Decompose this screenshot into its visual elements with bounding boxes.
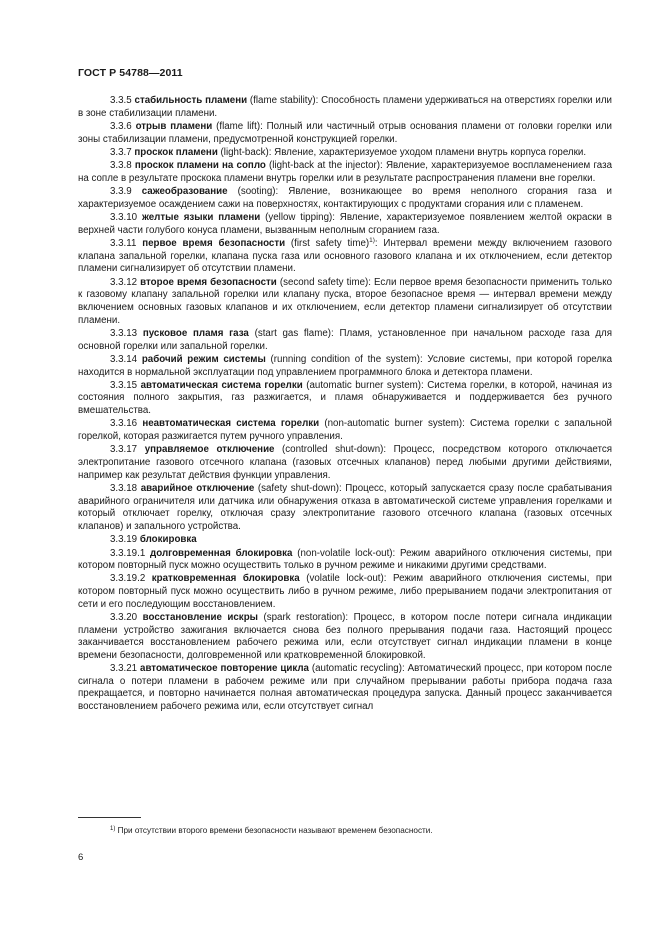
clause-number: 3.3.17	[110, 444, 138, 456]
defined-term: рабочий режим системы	[141, 353, 266, 365]
definition-paragraph	[78, 483, 612, 533]
definition-text: (flame lift): Полный или частичный отрыв основания пламени от головки горелки или зоны стабилизации пламени, предусмотренной конструкцией горелки.	[78, 120, 612, 145]
document-header: ГОСТ Р 54788—2011	[78, 67, 183, 79]
definition-text-cont: : Интервал времени между включением газового клапана запальной горелки, клапана пуска газа или основного газового клапана и их отключением, если детектор пламени сигнализирует об отсутствии пламени.	[78, 238, 612, 275]
clause-number: 3.3.9	[110, 186, 132, 198]
definition-paragraph	[78, 95, 612, 120]
clause-number: 3.3.7	[110, 146, 132, 158]
defined-term: автоматическое повторение цикла	[140, 663, 309, 675]
definition-text: (light-back): Явление, характеризуемое уходом пламени внутрь корпуса горелки.	[217, 146, 587, 158]
footnote	[110, 825, 433, 836]
definition-paragraph	[78, 160, 612, 185]
defined-term: стабильность пламени	[134, 95, 248, 106]
definition-paragraph	[78, 354, 612, 379]
definition-paragraph	[78, 277, 612, 327]
definition-paragraph	[78, 548, 612, 573]
defined-term: проскок пламени на сопло	[134, 160, 266, 172]
definition-paragraph	[78, 444, 612, 482]
footnote-text: При отсутствии второго времени безопасности называют временем безопасности.	[115, 826, 433, 835]
clause-number: 3.3.18	[110, 482, 138, 494]
definition-text: (sooting): Явление, возникающее во время неполного сгорания газа и характеризуемое осаждением сажи на поверхностях, контактирующих с продуктами сгорания или с пламенем.	[78, 186, 612, 210]
clause-number: 3.3.21	[110, 663, 138, 675]
clause-number: 3.3.11	[110, 238, 137, 250]
clause-number: 3.3.19.2	[110, 573, 146, 585]
definition-text: (volatile lock-out): Режим аварийного отключения системы, при котором повторный пуск можно осуществить либо в ручном режиме, либо прерыванием подачи электропитания от сети и его последующим восстановлением.	[78, 573, 612, 610]
clause-number: 3.3.19.1	[110, 547, 146, 559]
clause-number: 3.3.5	[110, 95, 132, 106]
definition-text: (controlled shut-down): Процесс, посредством которого отключается электропитание газового отсечного клапана (газовых отсечных клапанов) перед любыми другими действиями, например как результат действия функции управления.	[78, 444, 612, 481]
defined-term: второе время безопасности	[140, 276, 277, 288]
definition-paragraph	[78, 573, 612, 611]
definition-paragraph	[78, 212, 612, 237]
page-number: 6	[78, 852, 84, 863]
defined-term: управляемое отключение	[144, 444, 275, 456]
clause-number: 3.3.12	[110, 276, 138, 288]
definition-text: (light-back at the injector): Явление, характеризуемое воспламенением газа на сопле в результате проскока пламени внутрь горелки или в результате распространения пламени вне горелки.	[78, 160, 612, 184]
definition-text: (non-volatile lock-out): Режим аварийного отключения системы, при котором повторный пуск можно осуществить только в ручном режиме и никакими другими средствами.	[78, 547, 612, 572]
definition-text: (yellow tipping): Явление, характеризуемое появлением желтой окраски в верхней части голубого конуса пламени, вызванным неполным сгоранием газа.	[78, 212, 612, 236]
definition-paragraph	[78, 147, 612, 160]
defined-term: автоматическая система горелки	[140, 379, 303, 391]
defined-term: сажеобразование	[141, 186, 228, 198]
defined-term: первое время безопасности	[142, 238, 286, 250]
document-body	[78, 95, 612, 714]
footnote-marker: 1)	[110, 826, 116, 832]
definition-paragraph	[78, 663, 612, 713]
definition-text: (automatic burner system): Система горелки, в которой, начиная из состояния полного закрытия, газ разжигается, и пламя обнаруживается и поддерживается без ручного вмешательства.	[78, 379, 612, 417]
definition-paragraph	[78, 238, 612, 276]
definition-paragraph	[78, 328, 612, 353]
definition-paragraph	[78, 612, 612, 662]
defined-term: блокировка	[139, 534, 197, 546]
defined-term: кратковременная блокировка	[151, 573, 300, 585]
defined-term: пусковое пламя газа	[142, 327, 249, 339]
definition-text: (second safety time): Если первое время безопасности применить только к газовому клапану запальной горелки или клапану пуска, второе безопасное время — интервал времени между включением основных газовых клапанов и их отключением, если детектор пламени сигнализирует об отсутствии пламени.	[78, 276, 612, 326]
defined-term: восстановление искры	[142, 612, 258, 624]
clause-number: 3.3.8	[110, 160, 132, 172]
clause-number: 3.3.20	[110, 612, 138, 624]
definition-paragraph	[78, 121, 612, 146]
clause-number: 3.3.10	[110, 212, 138, 224]
clause-number: 3.3.14	[110, 353, 138, 365]
footnote-reference: 1)	[369, 237, 375, 245]
definition-text: (flame stability): Способность пламени удерживаться на отверстиях горелки или в зоне стабилизации пламени.	[78, 95, 612, 119]
definition-text: (running condition of the system): Условие системы, при которой горелка находится в нормальной эксплуатации под управлением программного блока и детектора пламени.	[78, 353, 612, 378]
definition-text: (automatic recycling): Автоматический процесс, при котором после сигнала о потери пламени в рабочем режиме или при случайном прерывании работы прибора подача газа прекращается, и повторно начинается полная автоматическая процедура запуска. Данный процесс заканчивается восстановлением рабочего режима или, если отсутствует сигнал	[78, 663, 612, 712]
definition-text: (first safety time)	[285, 238, 370, 250]
clause-number: 3.3.16	[110, 418, 138, 430]
clause-number: 3.3.6	[110, 120, 132, 132]
definition-paragraph	[78, 380, 612, 418]
clause-number: 3.3.15	[110, 379, 138, 391]
definition-text: (safety shut-down): Процесс, который запускается сразу после срабатывания аварийного ограничителя или датчика или обнаружения отказа в автоматической системе управления горелками и который отключает горелку, отключая сразу электропитание газового отсечного клапана (газовых отсечных клапанов) и запального устройства.	[78, 482, 612, 532]
definition-text: (start gas flame): Пламя, установленное при начальном расходе газа для основной горелки или запальной горелки.	[78, 327, 612, 352]
defined-term: желтые языки пламени	[141, 212, 261, 224]
defined-term: аварийное отключение	[140, 482, 255, 494]
defined-term: неавтоматическая система горелки	[142, 418, 320, 430]
defined-term: долговременная блокировка	[150, 547, 293, 559]
definition-text: (spark restoration): Процесс, в котором после потери сигнала индикации пламени устройство зажигания включается снова без полного прерывания подачи газа. Настоящий процесс заканчивается восстановлением рабочего режима или, если отсутствует сигнал индикации пламени в конце времени безопасности, долговременной или кратковременной блокировкой.	[78, 612, 612, 661]
clause-number: 3.3.19	[110, 534, 138, 546]
definition-text: (non-automatic burner system): Система горелки с запальной горелкой, которая разжигается путем ручного управления.	[78, 418, 612, 443]
footnote-divider	[78, 817, 141, 818]
definition-paragraph	[78, 186, 612, 211]
defined-term: проскок пламени	[134, 146, 218, 158]
definition-paragraph	[78, 534, 612, 547]
definition-paragraph	[78, 418, 612, 443]
clause-number: 3.3.13	[110, 327, 138, 339]
defined-term: отрыв пламени	[135, 120, 213, 132]
definition-list	[78, 95, 612, 713]
